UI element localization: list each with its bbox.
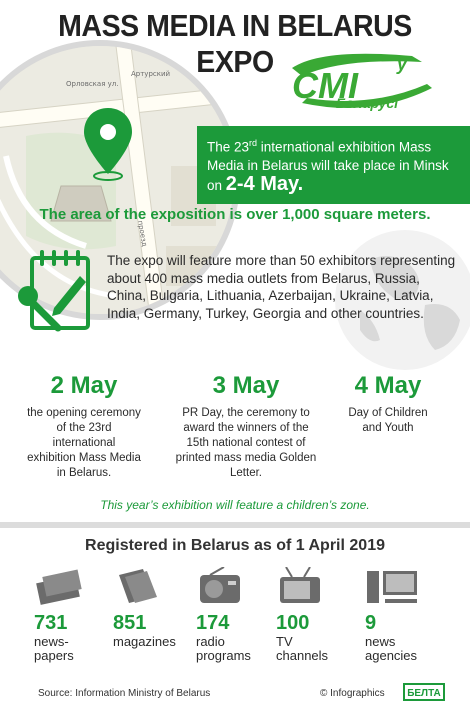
- credit-note: © Infographics: [320, 688, 385, 699]
- stat-tv: [276, 567, 366, 663]
- map-street-label: Артурский: [131, 70, 171, 78]
- belta-logo: БЕЛТА: [403, 683, 445, 701]
- exhibitors-text: The expo will feature more than 50 exhibitors representing about 400 mass media outlets from Belarus, Russia, China, Bulgaria, Lithuania, Azerbaijan, Ukraine, Latvia, India, Germany, Turkey, Georgia and other countries.: [107, 253, 456, 321]
- stat-value: 851: [113, 612, 147, 634]
- stat-news-agencies: [365, 567, 455, 663]
- day-column-1: [9, 372, 159, 481]
- stat-label: TV channels: [276, 634, 329, 663]
- magazine-icon: [113, 567, 163, 605]
- banner-text: The 23: [207, 139, 250, 155]
- day-text: the opening ceremony of the 23rd international exhibition Mass Media in Belarus.: [27, 407, 141, 479]
- notepad-microphone-icon: [14, 248, 94, 336]
- newspaper-icon: [34, 567, 84, 605]
- day-text: PR Day, the ceremony to award the winners of the 15th national contest of printed mass media Golden Letter.: [175, 407, 317, 479]
- stat-label: news agencies: [365, 634, 418, 663]
- day-date: 4 May: [354, 372, 422, 399]
- banner-sup: rd: [249, 138, 258, 148]
- stat-label: news-papers: [34, 634, 74, 663]
- computer-icon: [365, 567, 427, 605]
- exhibition-banner: [197, 126, 470, 204]
- registered-title: Registered in Belarus as of 1 April 2019: [85, 537, 385, 554]
- stat-label: radio programs: [196, 634, 251, 663]
- day-date: 2 May: [50, 372, 118, 399]
- map-street-label: проезд: [136, 219, 149, 248]
- stat-value: 9: [365, 612, 377, 634]
- banner-text-2: international exhibition Mass Media in Belarus will take place in Minsk on: [207, 139, 449, 193]
- map-street-label: Орловская ул.: [66, 80, 119, 88]
- stat-newspapers: [34, 567, 124, 663]
- children-zone-note: This year’s exhibition will feature a children’s zone.: [100, 498, 370, 512]
- day-column-2: [171, 372, 321, 481]
- stat-value: 731: [34, 612, 68, 634]
- logo-small-text: ў: [397, 54, 408, 74]
- stat-label: magazines: [113, 634, 176, 649]
- source-note: Source: Information Ministry of Belarus: [38, 688, 211, 699]
- logo-text: СМІ: [292, 65, 358, 106]
- stat-value: 100: [276, 612, 310, 634]
- day-date: 3 May: [212, 372, 280, 399]
- stat-radio: [196, 567, 286, 663]
- area-statement: The area of the exposition is over 1,000 square meters.: [39, 206, 431, 223]
- page-title: MASS MEDIA IN BELARUS EXPO: [58, 8, 412, 79]
- logo-subtitle: Беларусі: [336, 95, 399, 111]
- radio-icon: [196, 567, 246, 605]
- day-text: Day of Children and Youth: [348, 407, 428, 434]
- day-column-3: [313, 372, 463, 436]
- banner-dates: 2-4 May.: [225, 172, 304, 195]
- stat-magazines: [113, 567, 203, 649]
- tv-icon: [276, 567, 326, 605]
- stat-value: 174: [196, 612, 230, 634]
- divider: [0, 522, 470, 528]
